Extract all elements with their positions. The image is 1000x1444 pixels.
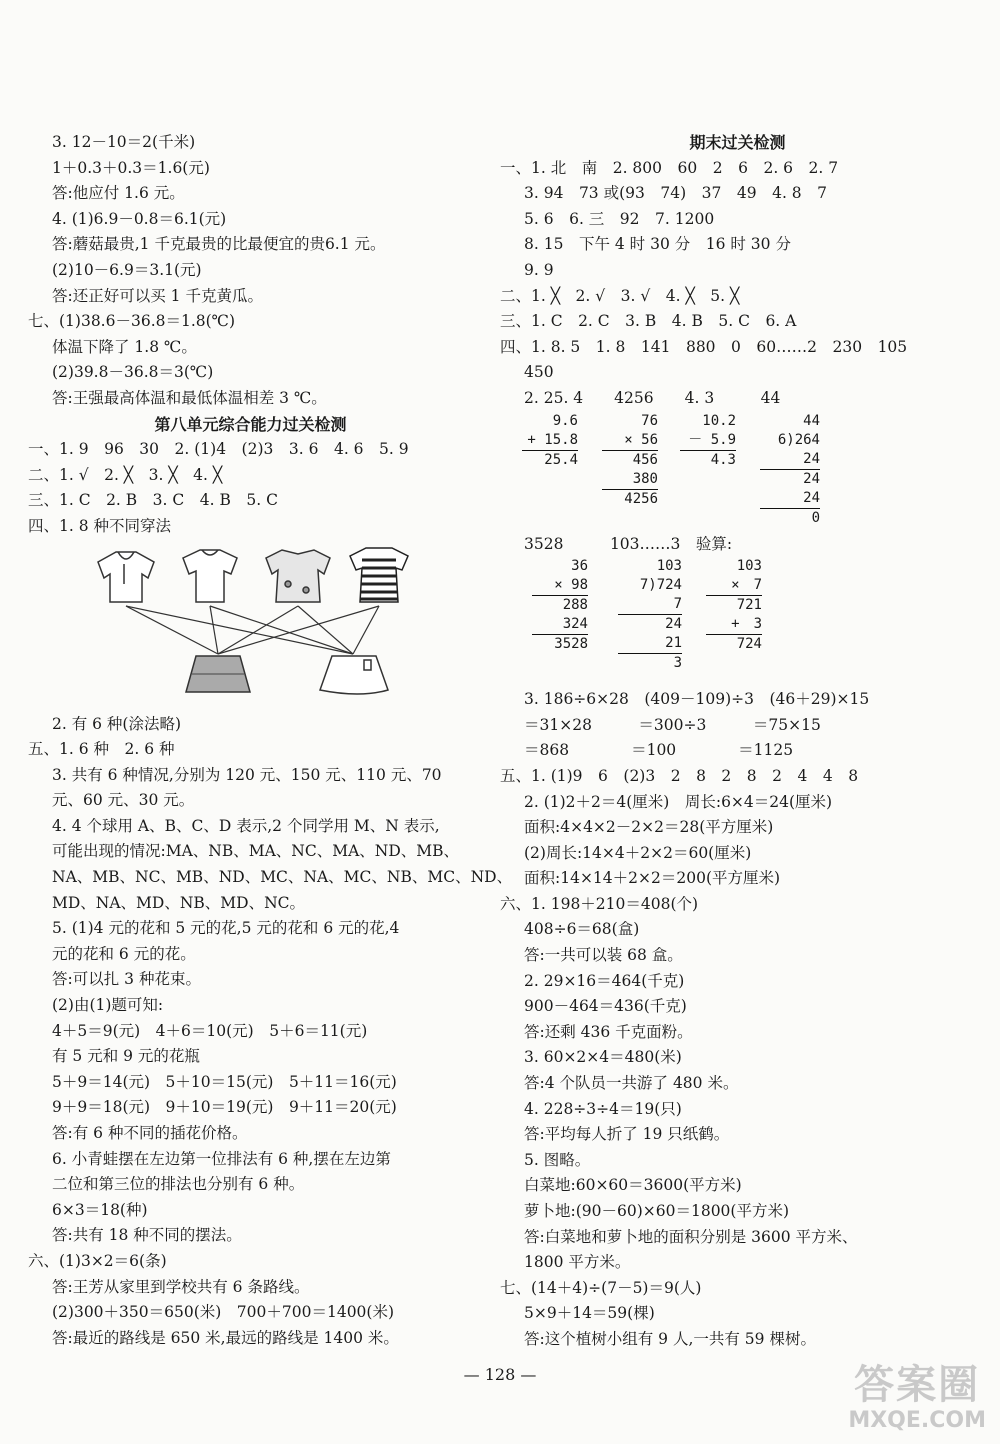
calc-line: + 15.8	[522, 431, 578, 451]
hoodie-icon	[98, 552, 154, 602]
calc-line: 9.6	[552, 412, 578, 429]
tshirt-icon	[183, 550, 237, 602]
left-block2	[28, 437, 473, 539]
text-line: 四、1. 8 种不同穿法	[28, 516, 172, 535]
text-line: 2. 25. 4 4256 4. 3 44	[524, 388, 781, 407]
text-line: 5×9＋14＝59(棵)	[524, 1304, 655, 1323]
text-line: 450	[524, 363, 554, 382]
text-line: (2)由(1)题可知:	[52, 996, 164, 1015]
calc-line: × 7	[706, 576, 762, 596]
calc-line: 7	[618, 595, 682, 615]
vertical-calculations-2	[510, 557, 975, 687]
text-line: NA、MB、NC、MB、ND、MC、NA、MC、NB、MC、ND、	[52, 868, 513, 887]
text-line: 答:蘑菇最贵,1 千克最贵的比最便宜的贵6.1 元。	[52, 235, 386, 254]
calc-line: 6)264	[777, 431, 820, 448]
blouse-icon	[266, 550, 330, 602]
text-line: 1800 平方米。	[524, 1253, 631, 1272]
text-line: (2)10－6.9＝3.1(元)	[52, 260, 202, 279]
text-line: 答:还剩 436 千克面粉。	[524, 1022, 693, 1041]
text-line: 五、1. (1)9 6 (2)3 2 8 2 8 2 4 4 8	[500, 766, 859, 785]
text-line: ＝868 ＝100 ＝1125	[524, 741, 794, 760]
text-line: 答:还正好可以买 1 千克黄瓜。	[52, 286, 263, 305]
text-line: 408÷6＝68(盒)	[524, 920, 640, 939]
calc-line: 3528	[554, 636, 588, 653]
calc-line: 36	[571, 558, 588, 575]
text-line: 6. 小青蛙摆在左边第一位排法有 6 种,摆在左边第	[52, 1149, 391, 1168]
calc-line: 380	[602, 470, 658, 490]
calc-division	[618, 557, 682, 673]
text-line: 5. (1)4 元的花和 5 元的花,5 元的花和 6 元的花,4	[52, 919, 400, 938]
watermark-bottom: MXQE.COM	[848, 1408, 986, 1433]
calc-line: × 98	[532, 576, 588, 596]
text-line: 答:共有 18 种不同的摆法。	[52, 1226, 242, 1245]
left-column	[28, 130, 513, 1351]
left-block3	[28, 712, 513, 1352]
right-block2	[500, 687, 975, 1352]
text-line: 9. 9	[524, 260, 554, 279]
text-line: 四、1. 8. 5 1. 8 141 880 0 60……2 230 105	[500, 337, 908, 356]
right-column	[500, 130, 975, 1353]
text-line: 六、1. 198＋210＝408(个)	[500, 894, 699, 913]
text-line: 6×3＝18(种)	[52, 1200, 148, 1219]
text-line: 面积:4×4×2－2×2＝28(平方厘米)	[524, 818, 774, 837]
calc-line: × 56	[602, 431, 658, 451]
text-line: 答:王芳从家里到学校共有 6 条路线。	[52, 1277, 310, 1296]
text-line: 有 5 元和 9 元的花瓶	[52, 1047, 200, 1066]
text-line: 2. (1)2＋2＝4(厘米) 周长:6×4＝24(厘米)	[524, 792, 833, 811]
text-line: 9＋9＝18(元) 9＋10＝19(元) 9＋11＝20(元)	[52, 1098, 397, 1117]
calc-line: 25.4	[544, 451, 578, 468]
calc-division	[760, 412, 820, 528]
text-line: 答:最近的路线是 650 米,最远的路线是 1400 米。	[52, 1328, 399, 1347]
text-line: 5. 6 6. 三 92 7. 1200	[524, 209, 715, 228]
text-line: 答:有 6 种不同的插花价格。	[52, 1124, 248, 1142]
text-line: 5＋9＝14(元) 5＋10＝15(元) 5＋11＝16(元)	[52, 1072, 397, 1091]
clothing-diagram	[88, 544, 428, 704]
white-skirt-icon	[320, 656, 388, 694]
section-heading: 期末过关检测	[689, 133, 786, 152]
text-line: 答:这个植树小组有 9 人,一共有 59 棵树。	[524, 1329, 816, 1348]
text-line: 七、(1)38.6－36.8＝1.8(℃)	[28, 312, 236, 331]
calc-line: 24	[665, 616, 682, 633]
striped-top-icon	[350, 548, 408, 602]
calc-multiplication	[602, 412, 658, 509]
calc-line: 0	[811, 509, 820, 526]
text-line: 萝卜地:(90－60)×60＝1800(平方米)	[524, 1202, 790, 1220]
text-line: ＝31×28 ＝300÷3 ＝75×15	[524, 715, 821, 734]
text-line: 5. 图略。	[524, 1150, 591, 1169]
text-line: 面积:14×14＋2×2＝200(平方厘米)	[524, 869, 781, 888]
calc-line: 3	[673, 655, 682, 672]
calc-addition	[522, 412, 578, 470]
text-line: 4. 4 个球用 A、B、C、D 表示,2 个同学用 M、N 表示,	[52, 816, 440, 835]
text-line: 六、(1)3×2＝6(条)	[28, 1251, 167, 1270]
calc-line: 103	[736, 558, 762, 575]
calc-line: 24	[760, 450, 820, 470]
matching-lines	[126, 606, 379, 654]
left-block1	[28, 130, 473, 412]
vertical-calculations-1	[510, 412, 975, 532]
text-line: 2. 有 6 种(涂法略)	[52, 714, 182, 733]
text-line: 二、1. √ 2. ╳ 3. ╳ 4. ╳	[28, 465, 223, 484]
text-line: 8. 15 下午 4 时 30 分 16 时 30 分	[524, 235, 791, 254]
text-line: 3. 共有 6 种情况,分别为 120 元、150 元、110 元、70	[52, 765, 442, 784]
text-line: 七、(14＋4)÷(7－5)＝9(人)	[500, 1278, 702, 1297]
text-line: MD、NA、MD、NB、MD、NC。	[52, 893, 306, 912]
section-heading: 第八单元综合能力过关检测	[154, 414, 347, 434]
text-line: 答:平均每人折了 19 只纸鹤。	[524, 1125, 730, 1144]
watermark-top: 答案圈	[854, 1362, 981, 1408]
page-number: — 128 —	[463, 1365, 537, 1384]
text-line: 答:他应付 1.6 元。	[52, 184, 185, 203]
text-line: 答:可以扎 3 种花束。	[52, 970, 201, 989]
watermark-logo	[848, 1362, 986, 1434]
calc-subtraction	[680, 412, 736, 470]
text-line: 900－464＝436(千克)	[524, 997, 687, 1016]
right-block1	[500, 156, 975, 412]
text-line: 二、1. ╳ 2. √ 3. √ 4. ╳ 5. ╳	[500, 286, 740, 305]
text-line: 4. 228÷3÷4＝19(只)	[524, 1099, 682, 1118]
clothing-matching-illustration	[88, 544, 473, 704]
text-line: 3. 60×2×4＝480(米)	[524, 1048, 682, 1067]
text-line: 二位和第三位的排法也分别有 6 种。	[52, 1175, 305, 1194]
calc-line: 324	[532, 615, 588, 635]
calc-line: + 3	[706, 615, 762, 635]
text-line: 一、1. 北 南 2. 800 60 2 6 2. 6 2. 7	[500, 158, 839, 177]
text-line: 3. 94 73 或(93 74) 37 49 4. 8 7	[524, 184, 828, 203]
calc-line: 724	[736, 636, 762, 653]
text-line: 3. 12－10＝2(千米)	[52, 133, 196, 151]
text-line: 4. (1)6.9－0.8＝6.1(元)	[52, 209, 227, 228]
text-line: 3. 186÷6×28 (409－109)÷3 (46＋29)×15	[524, 690, 870, 709]
calc-line: 4256	[624, 490, 658, 507]
text-line: 可能出现的情况:MA、NB、MA、NC、MA、ND、MB、	[52, 842, 460, 861]
text-line: (2)周长:14×4＋2×2＝60(厘米)	[524, 843, 752, 862]
calc-line: 10.2	[702, 412, 736, 429]
text-line: 白菜地:60×60＝3600(平方米)	[524, 1176, 742, 1195]
calc-line: 4.3	[710, 451, 736, 468]
text-line: 答:一共可以装 68 盒。	[524, 946, 683, 965]
calc-line: 721	[736, 597, 762, 614]
text-line: 五、1. 6 种 2. 6 种	[28, 740, 175, 759]
text-line: 元的花和 6 元的花。	[52, 944, 196, 963]
text-line: 答:4 个队员一共游了 480 米。	[524, 1074, 739, 1093]
text-line: 元、60 元、30 元。	[52, 791, 195, 810]
text-line: 答:白菜地和萝卜地的面积分别是 3600 平方米、	[524, 1227, 858, 1246]
calc-line: 456	[632, 451, 658, 468]
text-line: 3528 103……3 验算:	[524, 534, 733, 553]
text-line: 体温下降了 1.8 ℃。	[52, 337, 197, 356]
text-line: (2)39.8－36.8＝3(℃)	[52, 363, 214, 382]
calc-line: 24	[803, 470, 820, 487]
text-line: 答:王强最高体温和最低体温相差 3 ℃。	[52, 388, 327, 407]
text-line: 2. 29×16＝464(千克)	[524, 971, 685, 990]
calc-multiplication	[532, 557, 588, 654]
calc-line: 7)724	[639, 577, 682, 594]
text-line: 一、1. 9 96 30 2. (1)4 (2)3 3. 6 4. 6 5. 9	[28, 440, 409, 459]
calc-check	[706, 557, 762, 654]
patterned-skirt-icon	[186, 656, 250, 692]
text-line: 三、1. C 2. B 3. C 4. B 5. C	[28, 491, 278, 510]
calc-line: 21	[618, 634, 682, 654]
text-line: 1＋0.3＋0.3＝1.6(元)	[52, 158, 210, 177]
text-line: (2)300＋350＝650(米) 700＋700＝1400(米)	[52, 1303, 395, 1322]
calc-line: － 5.9	[680, 431, 736, 451]
calc-line: 76	[641, 412, 658, 429]
text-line: 4＋5＝9(元) 4＋6＝10(元) 5＋6＝11(元)	[52, 1021, 368, 1040]
text-line: 三、1. C 2. C 3. B 4. B 5. C 6. A	[500, 312, 797, 331]
calc-line: 103	[656, 558, 682, 575]
calc-line: 288	[562, 597, 588, 614]
calc-line: 24	[760, 489, 820, 509]
calc-line: 44	[803, 412, 820, 429]
